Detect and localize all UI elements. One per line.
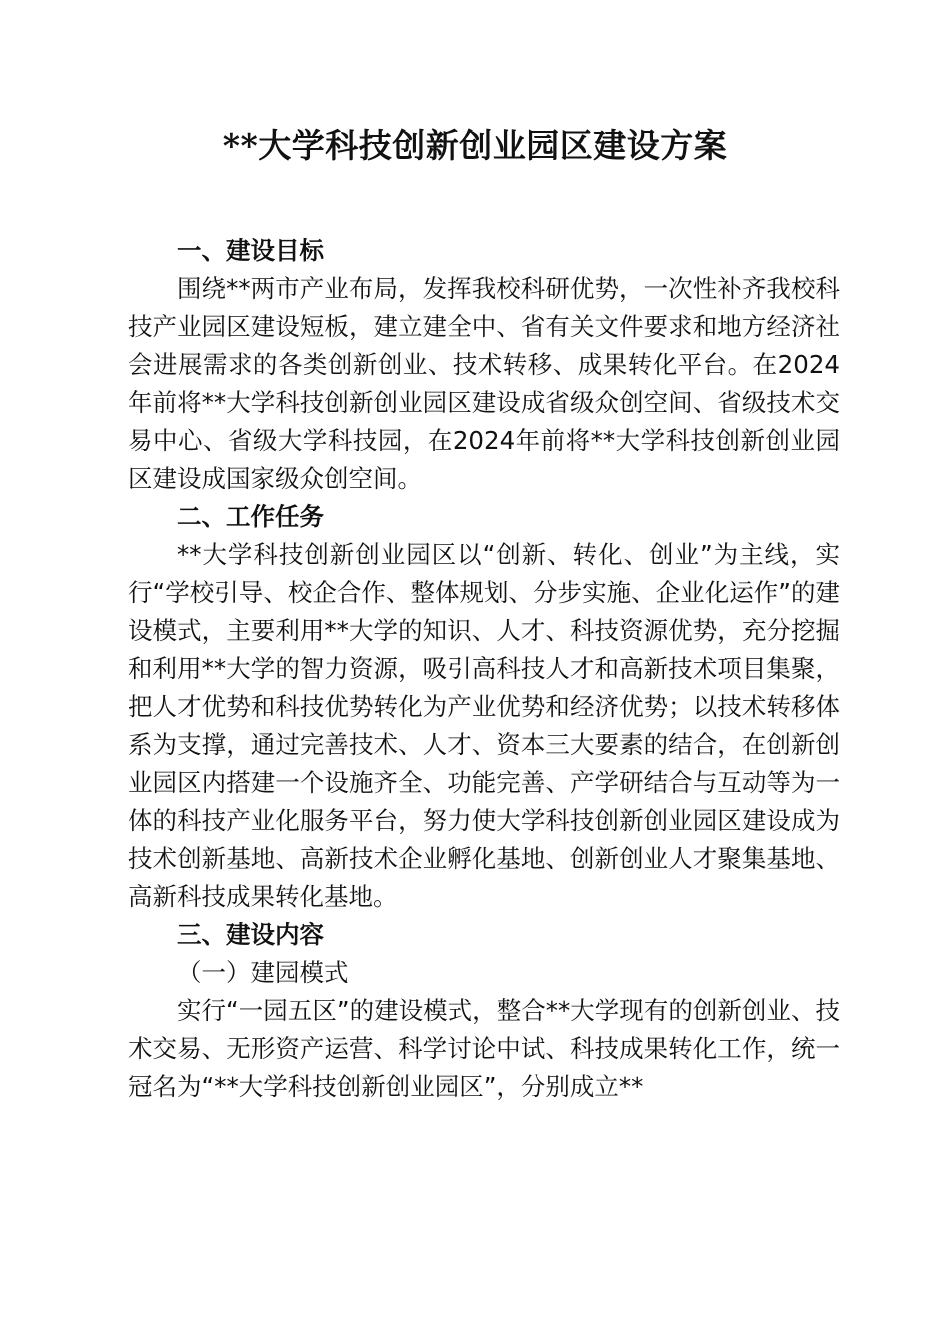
section-paragraph-goals: 围绕**两市产业布局，发挥我校科研优势，一次性补齐我校科技产业园区建设短板，建立建全中、省有关文件要求和地方经济社会进展需求的各类创新创业、技术转移、成果转化平台。在2024年前将**大学科技创新创业园区建设成省级众创空间、省级技术交易中心、省级大学科技园，在2024年前将**大学科技创新创业园区建设成国家级众创空间。 <box>128 274 840 493</box>
document-title: **大学科技创新创业园区建设方案 <box>222 126 728 165</box>
section-paragraph-model: 实行“一园五区”的建设模式，整合**大学现有的创新创业、技术交易、无形资产运营、科学讨论中试、科技成果转化工作，统一冠名为“**大学科技创新创业园区”，分别成立** <box>128 996 840 1101</box>
section-paragraph-tasks: **大学科技创新创业园区以“创新、转化、创业”为主线，实行“学校引导、校企合作、整体规划、分步实施、企业化运作”的建设模式，主要利用**大学的知识、人才、科技资源优势，充分挖掘和利用**大学的智力资源，吸引高科技人才和高新技术项目集聚，把人才优势和科技优势转化为产业优势和经济优势；以技术转移体系为支撑，通过完善技术、人才、资本三大要素的结合，在创新创业园区内搭建一个设施齐全、功能完善、产学研结合与互动等为一体的科技产业化服务平台，努力使大学科技创新创业园区建设成为技术创新基地、高新技术企业孵化基地、创新创业人才聚集基地、高新科技成果转化基地。 <box>128 540 840 911</box>
document-body <box>128 232 840 1106</box>
section-heading-content: 三、建设内容 <box>177 920 324 949</box>
subsection-heading-model: （一）建园模式 <box>177 958 349 987</box>
section-heading-goals: 一、建设目标 <box>177 236 324 265</box>
section-heading-tasks: 二、工作任务 <box>177 502 324 531</box>
